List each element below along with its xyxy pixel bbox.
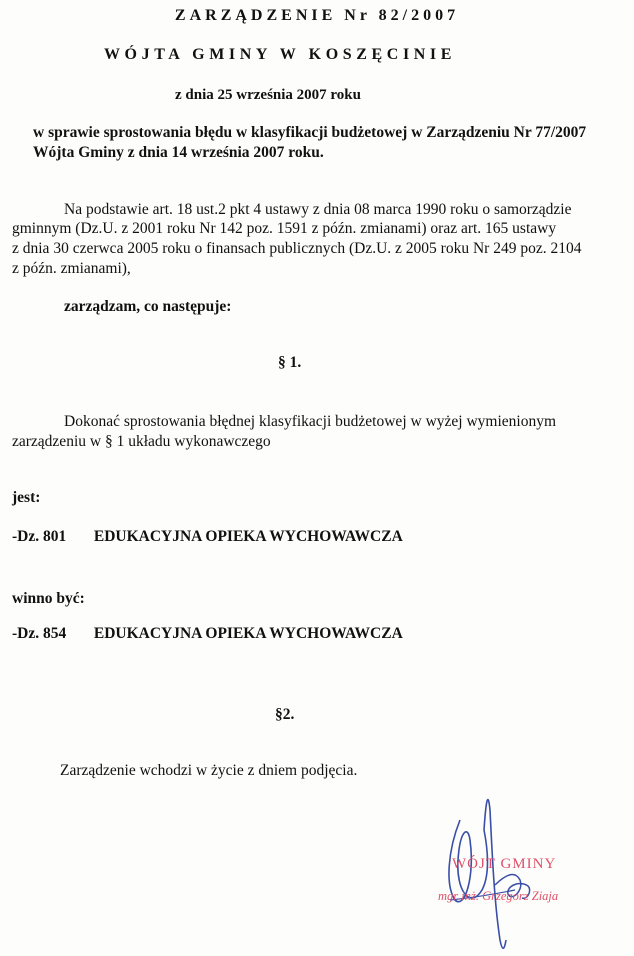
- section-2-text: Zarządzenie wchodzi w życie z dniem podjęcia.: [60, 762, 358, 779]
- preamble-line-1: Na podstawie art. 18 ust.2 pkt 4 ustawy z dnia 08 marca 1990 roku o samorządzie: [64, 201, 572, 218]
- should-code: -Dz. 854: [12, 625, 67, 642]
- is-classification: [12, 527, 403, 547]
- subject-line-2: Wójta Gminy z dnia 14 września 2007 roku.: [33, 144, 324, 161]
- subject-line-1: w sprawie sprostowania błędu w klasyfikacji budżetowej w Zarządzeniu Nr 77/2007: [33, 124, 587, 141]
- section-2-heading: §2.: [275, 706, 295, 723]
- stamp-title: WÓJT GMINY: [452, 856, 557, 872]
- should-be-label: winno być:: [12, 590, 85, 607]
- should-name: EDUKACYJNA OPIEKA WYCHOWAWCZA: [93, 625, 403, 642]
- stamp-name: mgr inż. Grzegorz Ziaja: [438, 889, 559, 903]
- document-title: ZARZĄDZENIE Nr 82/2007: [174, 7, 460, 24]
- section-1-text-line-1: Dokonać sprostowania błędnej klasyfikacji budżetowej w wyżej wymienionym: [64, 413, 556, 430]
- is-name: EDUKACYJNA OPIEKA WYCHOWAWCZA: [93, 528, 403, 545]
- is-code: -Dz. 801: [12, 528, 67, 545]
- preamble-line-3: z dnia 30 czerwca 2005 roku o finansach publicznych (Dz.U. z 2005 roku Nr 249 poz. 2104: [12, 240, 582, 257]
- section-1-heading: § 1.: [278, 354, 302, 371]
- preamble-line-4: z późn. zmianami),: [12, 260, 131, 277]
- preamble-line-2: gminnym (Dz.U. z 2001 roku Nr 142 poz. 1591 z późn. zmianami) oraz art. 165 ustawy: [12, 220, 557, 237]
- decree-statement: zarządzam, co następuje:: [64, 298, 232, 315]
- is-label: jest:: [12, 489, 41, 506]
- should-be-classification: [12, 624, 403, 644]
- issuing-authority: WÓJTA GMINY W KOSZĘCINIE: [103, 46, 457, 63]
- signature-icon: [420, 790, 620, 956]
- document-date: z dnia 25 września 2007 roku: [175, 87, 361, 103]
- section-1-text-line-2: zarządzeniu w § 1 układu wykonawczego: [12, 433, 271, 450]
